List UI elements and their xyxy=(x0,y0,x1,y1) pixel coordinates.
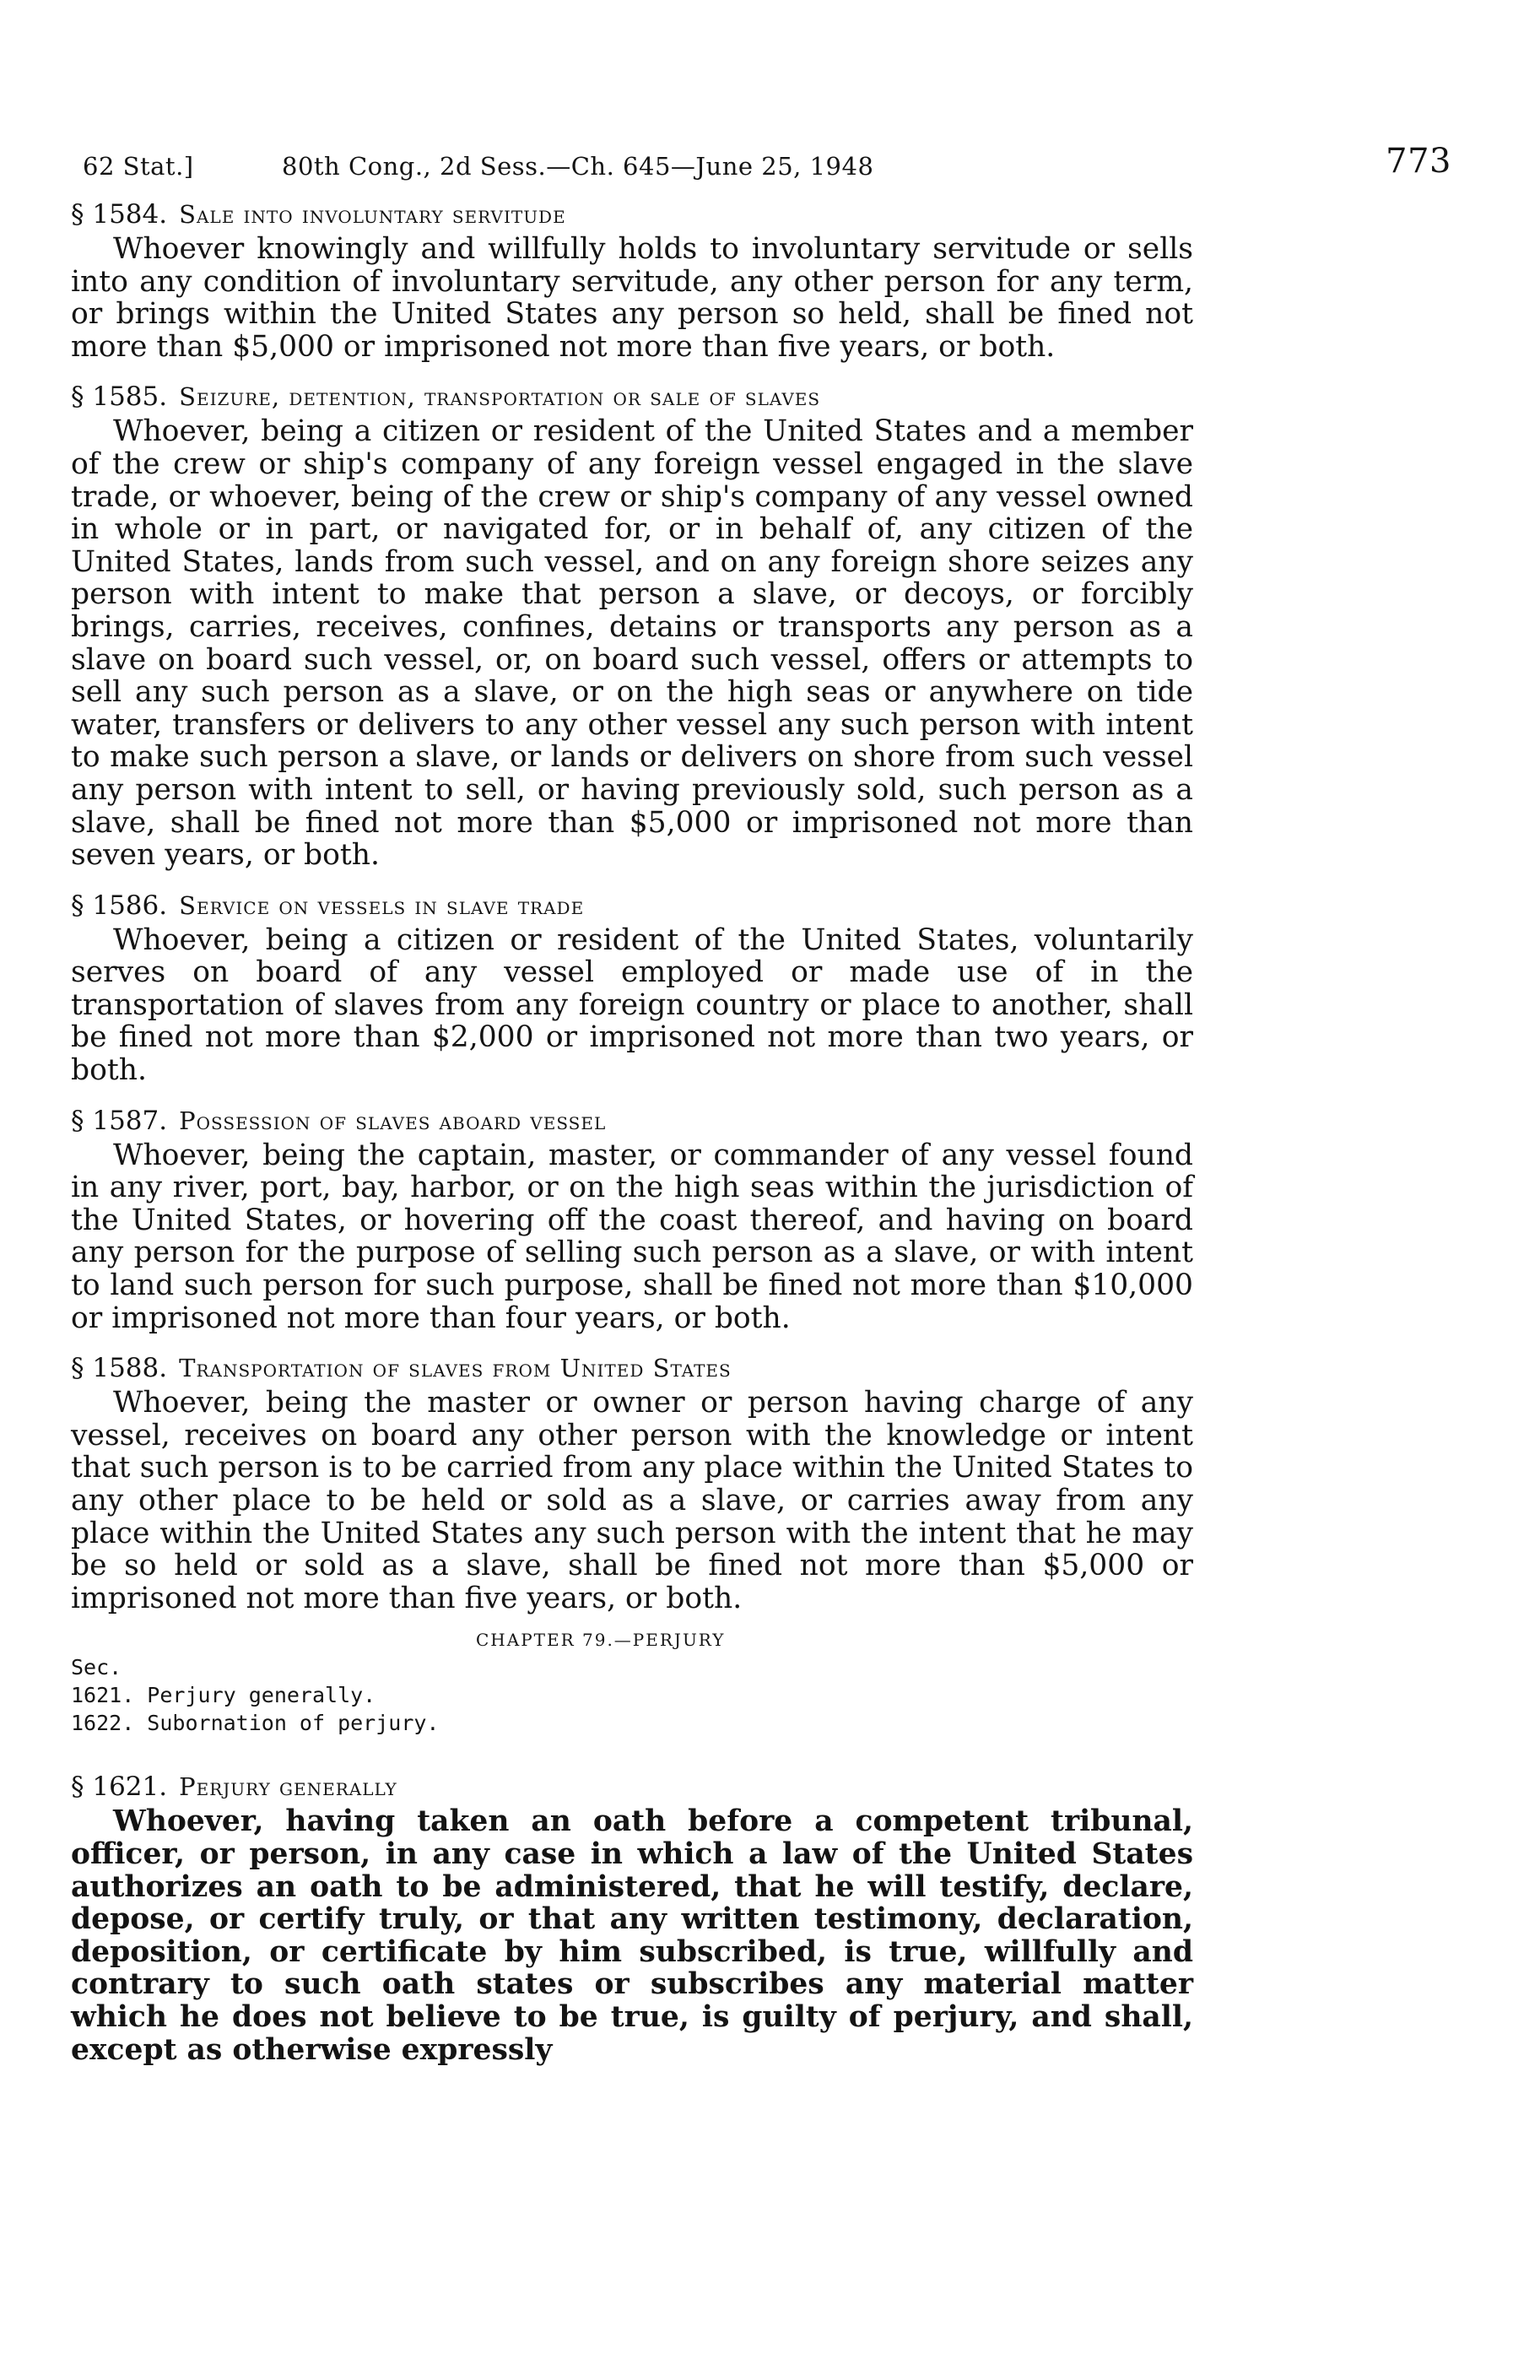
section-heading xyxy=(71,1768,1193,1805)
section-heading xyxy=(71,887,1193,924)
section-heading xyxy=(71,1102,1193,1139)
toc-label: Sec. xyxy=(71,1655,122,1680)
section-number: § 1584. xyxy=(71,199,168,230)
chapter-section-list xyxy=(71,1653,440,1737)
section-1587 xyxy=(71,1102,1193,1335)
section-number: § 1587. xyxy=(71,1105,168,1136)
section-number: § 1588. xyxy=(71,1353,168,1384)
section-text: Whoever, having taken an oath before a competent tribunal, officer, or person, in any case in which a law of the United States authorizes an oath to be administered, that he will testify, declare, depose, or certify truly, or that any written testimony, declaration, deposition, or certificate by him subscribed, is true, willfully and contrary to such oath states or subscribes any material matter which he does not believe to be true, is guilty of perjury, and shall, except as otherwise expressly xyxy=(71,1804,1193,2067)
toc-item: 1622. Subornation of perjury. xyxy=(71,1711,440,1736)
page-content xyxy=(71,196,1193,2081)
section-1588 xyxy=(71,1350,1193,1615)
section-1584 xyxy=(71,196,1193,363)
section-text: Whoever, being the captain, master, or commander of any vessel found in any river, port, bay, harbor, or on the high seas within the jurisdiction of the United States, or hovering off the coast thereof, and having on board any person for the purpose of selling such person as a slave, or with intent to land such person for such purpose, shall be fined not more than $10,000 or imprisoned not more than four years, or both. xyxy=(71,1138,1193,1335)
section-heading xyxy=(71,378,1193,415)
section-title: Transportation of slaves from United States xyxy=(179,1354,732,1383)
section-title: Service on vessels in slave trade xyxy=(179,890,585,920)
running-header xyxy=(83,142,1451,192)
toc-item: 1621. Perjury generally. xyxy=(71,1683,376,1708)
chapter-title: CHAPTER 79.—PERJURY xyxy=(476,1630,726,1651)
section-title: Possession of slaves aboard vessel xyxy=(179,1106,607,1135)
section-text: Whoever, being the master or owner or person having charge of any vessel, receives on board any other person with the knowledge or intent that such person is to be carried from any place within the United States to any other place to be held or sold as a slave, or carries away from any place within the United States any such person with the intent that he may be so held or sold as a slave, shall be fined not more than $5,000 or imprisoned not more than five years, or both. xyxy=(71,1386,1193,1615)
section-text: Whoever, being a citizen or resident of the United States and a member of the crew or ship's company of any foreign vessel engaged in the slave trade, or whoever, being of the crew or ship's company of any vessel owned in whole or in part, or navigated for, or in behalf of, any citizen of the United States, lands from such vessel, and on any foreign shore seizes any person with intent to make that person a slave, or decoys, or forcibly brings, carries, receives, confines, detains or transports any person as a slave on board such vessel, or, on board such vessel, offers or attempts to sell any such person as a slave, or on the high seas or anywhere on tide water, transfers or delivers to any other vessel any such person with intent to make such person a slave, or lands or delivers on shore from such vessel any person with intent to sell, or having previously sold, such person as a slave, shall be fined not more than $5,000 or imprisoned not more than seven years, or both. xyxy=(71,414,1193,873)
section-heading xyxy=(71,196,1193,233)
section-1586 xyxy=(71,887,1193,1087)
section-heading xyxy=(71,1350,1193,1387)
section-title: Sale into involuntary servitude xyxy=(179,200,566,229)
section-number: § 1586. xyxy=(71,890,168,921)
section-title: Seizure, detention, transportation or sale of slaves xyxy=(179,382,821,412)
section-text: Whoever, being a citizen or resident of the United States, voluntarily serves on board of any vessel employed or made use of in the transportation of slaves from any foreign country or place to another, shall be fined not more than $2,000 or imprisoned not more than two years, or both. xyxy=(71,922,1193,1088)
section-number: § 1621. xyxy=(71,1771,168,1803)
section-number: § 1585. xyxy=(71,381,168,413)
chapter-79-block xyxy=(71,1630,1193,1756)
page-number: 773 xyxy=(1386,142,1451,181)
section-text: Whoever knowingly and willfully holds to involuntary servitude or sells into any condition of involuntary servitude, any other person for any term, or brings within the United States any person so held, shall be fined not more than $5,000 or imprisoned not more than five years, or both. xyxy=(71,232,1193,364)
section-1585 xyxy=(71,378,1193,871)
section-title: Perjury generally xyxy=(179,1772,397,1802)
session-chapter-date: 80th Cong., 2d Sess.—Ch. 645—June 25, 1948 xyxy=(282,152,874,181)
statute-reference: 62 Stat.] xyxy=(83,152,194,181)
section-1621 xyxy=(71,1768,1193,2066)
